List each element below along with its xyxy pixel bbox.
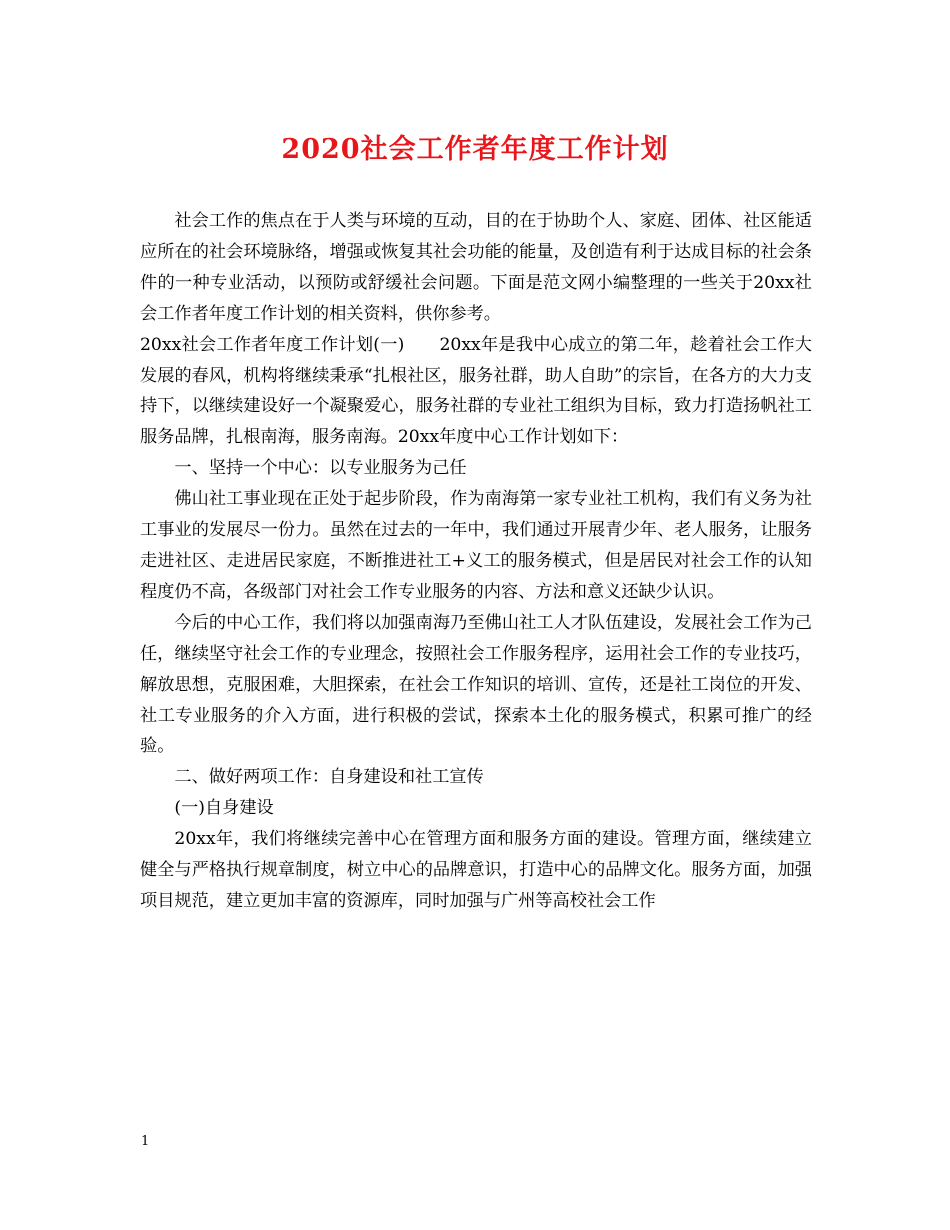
section-heading-one: 一、坚持一个中心：以专业服务为己任 [174, 458, 467, 479]
paragraph-intro: 社会工作的焦点在于人类与环境的互动，目的在于协助个人、家庭、团体、社区能适应所在的社会环境脉络，增强或恢复其社会功能的能量，及创造有利于达成目标的社会条件的一种专业活动，以预防或舒缓社会问题。下面是范文网小编整理的一些关于20xx社会工作者年度工作计划的相关资料，供你参考。 [140, 211, 812, 324]
document-body [140, 206, 812, 917]
paragraph-body: 20xx年，我们将继续完善中心在管理方面和服务方面的建设。管理方面，继续建立健全与严格执行规章制度，树立中心的品牌意识，打造中心的品牌文化。服务方面，加强项目规范，建立更加丰富的资源库，同时加强与广州等高校社会工作 [140, 829, 812, 911]
document-title: 2020社会工作者年度工作计划 [281, 134, 669, 165]
page-number: 1 [141, 1134, 150, 1149]
paragraph-plan-heading: 20xx社会工作者年度工作计划(一) 20xx年是我中心成立的第二年，趁着社会工作大发展的春风，机构将继续秉承“扎根社区，服务社群，助人自助”的宗旨，在各方的大力支持下，以继续建设好一个凝聚爱心，服务社群的专业社工组织为目标，致力打造扬帆社工服务品牌，扎根南海，服务南海。20xx年度中心工作计划如下： [140, 334, 812, 448]
paragraph-body: 佛山社工事业现在正处于起步阶段，作为南海第一家专业社工机构，我们有义务为社工事业的发展尽一份力。虽然在过去的一年中，我们通过开展青少年、老人服务，让服务走进社区、走进居民家庭，不断推进社工+义工的服务模式，但是居民对社会工作的认知程度仍不高，各级部门对社会工作专业服务的内容、方法和意义还缺少认识。 [140, 489, 812, 602]
subsection-heading: (一)自身建设 [174, 798, 274, 819]
paragraph-body: 今后的中心工作，我们将以加强南海乃至佛山社工人才队伍建设，发展社会工作为己任，继续坚守社会工作的专业理念，按照社会工作服务程序，运用社会工作的专业技巧，解放思想，克服困难，大胆探索，在社会工作知识的培训、宣传，还是社工岗位的开发、社工专业服务的介入方面，进行积极的尝试，探索本土化的服务模式，积累可推广的经验。 [140, 612, 812, 757]
section-heading-two: 二、做好两项工作：自身建设和社工宣传 [174, 767, 484, 788]
